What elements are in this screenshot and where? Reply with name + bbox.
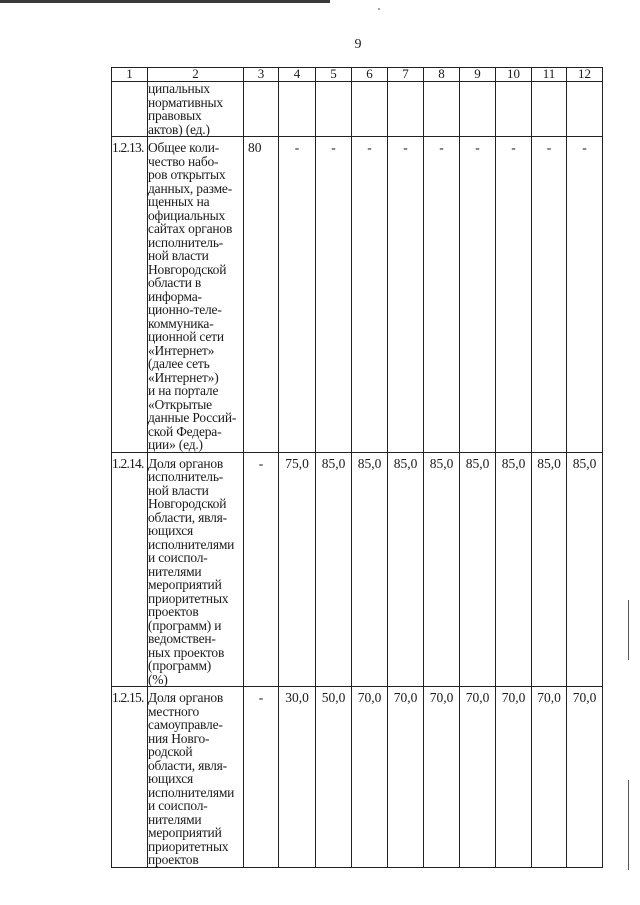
cell-value: - bbox=[496, 137, 532, 453]
row-name-line: ципальных bbox=[148, 81, 210, 96]
row-name-line: ющихся bbox=[148, 523, 194, 538]
cell-value: - bbox=[244, 452, 279, 687]
cell-value bbox=[496, 82, 532, 137]
row-name-line: исполнитель- bbox=[148, 234, 224, 250]
row-name-line: ния Новго- bbox=[148, 730, 210, 746]
row-name-line: данных, разме- bbox=[148, 180, 232, 196]
row-name-line: (%) bbox=[148, 671, 168, 687]
table-header-row bbox=[112, 68, 603, 82]
cell-value bbox=[424, 82, 460, 137]
cell-value bbox=[352, 82, 388, 137]
row-name-line: исполнителями bbox=[148, 536, 235, 552]
row-name-line: исполнителями bbox=[148, 784, 235, 800]
row-name-line: щенных на bbox=[148, 194, 210, 209]
column-header: 3 bbox=[244, 68, 279, 82]
row-name-line: исполнитель- bbox=[148, 469, 224, 484]
row-name-line: приоритетных bbox=[148, 590, 229, 606]
row-name-line: «Интернет» bbox=[148, 342, 215, 358]
row-name-line: Доля органов bbox=[148, 690, 224, 705]
row-name-line: Новгородской bbox=[148, 261, 227, 277]
row-name-line: мероприятий bbox=[148, 577, 222, 592]
cell-value: 85,0 bbox=[388, 452, 424, 687]
cell-value: 50,0 bbox=[316, 687, 352, 868]
row-name-line: местного bbox=[148, 703, 200, 719]
cell-value: 70,0 bbox=[567, 687, 603, 868]
cell-value: - bbox=[567, 137, 603, 453]
cell-value: 85,0 bbox=[352, 452, 388, 687]
table-row bbox=[112, 82, 603, 137]
cell-value: - bbox=[532, 137, 567, 453]
column-header: 2 bbox=[148, 68, 244, 82]
cell-value: 85,0 bbox=[316, 452, 352, 687]
column-header: 8 bbox=[424, 68, 460, 82]
row-code: 1.2.13. bbox=[112, 137, 148, 453]
row-name-line: правовых bbox=[148, 108, 202, 123]
cell-value: 85,0 bbox=[424, 452, 460, 687]
column-header: 12 bbox=[567, 68, 603, 82]
cell-value: - bbox=[279, 137, 316, 453]
table-row bbox=[112, 137, 603, 453]
row-name-line: самоуправле- bbox=[148, 717, 223, 732]
row-name-line: официальных bbox=[148, 207, 226, 223]
row-name-line: ции» (ед.) bbox=[148, 437, 203, 452]
scan-edge-mark bbox=[628, 600, 629, 660]
row-name-line: Общее коли- bbox=[148, 140, 220, 155]
column-header: 5 bbox=[316, 68, 352, 82]
table-row bbox=[112, 452, 603, 687]
row-name-line: области в bbox=[148, 275, 202, 290]
cell-value: - bbox=[424, 137, 460, 453]
cell-value: 70,0 bbox=[388, 687, 424, 868]
row-name-line: мероприятий bbox=[148, 825, 222, 840]
cell-value: - bbox=[388, 137, 424, 453]
row-code: 1.2.15. bbox=[112, 687, 148, 868]
row-name-line: сайтах органов bbox=[148, 221, 233, 236]
row-code: 1.2.14. bbox=[112, 452, 148, 687]
row-name-line: ционно-теле- bbox=[148, 302, 222, 317]
row-code bbox=[112, 82, 148, 137]
row-name-line: (программ) и bbox=[148, 617, 222, 633]
column-header: 9 bbox=[460, 68, 496, 82]
cell-value: 70,0 bbox=[424, 687, 460, 868]
cell-value: 85,0 bbox=[532, 452, 567, 687]
row-name-line: информа- bbox=[148, 288, 202, 304]
cell-value bbox=[279, 82, 316, 137]
row-name-line: Доля органов bbox=[148, 455, 224, 471]
row-name-line: ной власти bbox=[148, 482, 209, 498]
row-name-line: приоритетных bbox=[148, 838, 229, 854]
cell-value: - bbox=[352, 137, 388, 453]
row-name-line: «Открытые bbox=[148, 396, 212, 412]
cell-value bbox=[316, 82, 352, 137]
column-header: 10 bbox=[496, 68, 532, 82]
cell-value: 75,0 bbox=[279, 452, 316, 687]
column-header: 6 bbox=[352, 68, 388, 82]
row-name bbox=[148, 82, 244, 137]
cell-value: 85,0 bbox=[567, 452, 603, 687]
row-name-line: Новгородской bbox=[148, 496, 227, 511]
scan-edge-line bbox=[0, 0, 330, 3]
cell-value: 70,0 bbox=[352, 687, 388, 868]
row-name-line: нителями bbox=[148, 563, 202, 579]
cell-value: - bbox=[460, 137, 496, 453]
cell-value bbox=[388, 82, 424, 137]
cell-value: - bbox=[244, 687, 279, 868]
row-name-line: и соиспол- bbox=[148, 798, 208, 813]
cell-value bbox=[532, 82, 567, 137]
row-name-line: области, явля- bbox=[148, 509, 227, 525]
row-name-line: ской Федера- bbox=[148, 423, 222, 439]
row-name-line: ной власти bbox=[148, 248, 209, 263]
cell-value: 30,0 bbox=[279, 687, 316, 868]
row-name-line: (далее сеть bbox=[148, 356, 210, 371]
row-name-line: чество набо- bbox=[148, 153, 219, 169]
cell-value bbox=[567, 82, 603, 137]
row-name-line: ров открытых bbox=[148, 167, 226, 182]
row-name-line: проектов bbox=[148, 604, 199, 619]
row-name bbox=[148, 137, 244, 453]
scan-edge-mark bbox=[628, 780, 629, 870]
row-name-line: и на портале bbox=[148, 383, 219, 398]
cell-value: 70,0 bbox=[532, 687, 567, 868]
cell-value: 85,0 bbox=[460, 452, 496, 687]
column-header: 4 bbox=[279, 68, 316, 82]
row-name-line: ведомствен- bbox=[148, 631, 216, 646]
row-name-line: и соиспол- bbox=[148, 550, 208, 565]
cell-value: 70,0 bbox=[460, 687, 496, 868]
indicator-table bbox=[111, 67, 603, 868]
row-name bbox=[148, 452, 244, 687]
scan-speck bbox=[378, 8, 380, 10]
cell-value: 70,0 bbox=[496, 687, 532, 868]
row-name-line: «Интернет») bbox=[148, 369, 219, 385]
cell-value: - bbox=[316, 137, 352, 453]
column-header: 11 bbox=[532, 68, 567, 82]
row-name-line: ционной сети bbox=[148, 329, 224, 344]
row-name-line: ющихся bbox=[148, 771, 194, 786]
column-header: 7 bbox=[388, 68, 424, 82]
row-name-line: родской bbox=[148, 744, 193, 759]
row-name-line: проектов bbox=[148, 852, 199, 867]
row-name-line: актов) (ед.) bbox=[148, 121, 210, 137]
row-name-line: коммуника- bbox=[148, 315, 214, 331]
row-name-line: данные Россий- bbox=[148, 410, 237, 425]
table-body bbox=[112, 68, 603, 868]
column-header: 1 bbox=[112, 68, 148, 82]
cell-value: 85,0 bbox=[496, 452, 532, 687]
row-name-line: области, явля- bbox=[148, 757, 227, 773]
table-row bbox=[112, 687, 603, 868]
page-number: 9 bbox=[354, 37, 362, 52]
row-name-line: нормативных bbox=[148, 94, 223, 110]
row-name-line: нителями bbox=[148, 811, 202, 827]
cell-value: 80 bbox=[244, 137, 279, 453]
cell-value bbox=[244, 82, 279, 137]
cell-value bbox=[460, 82, 496, 137]
row-name-line: ных проектов bbox=[148, 644, 225, 660]
row-name-line: (программ) bbox=[148, 658, 212, 673]
row-name bbox=[148, 687, 244, 868]
